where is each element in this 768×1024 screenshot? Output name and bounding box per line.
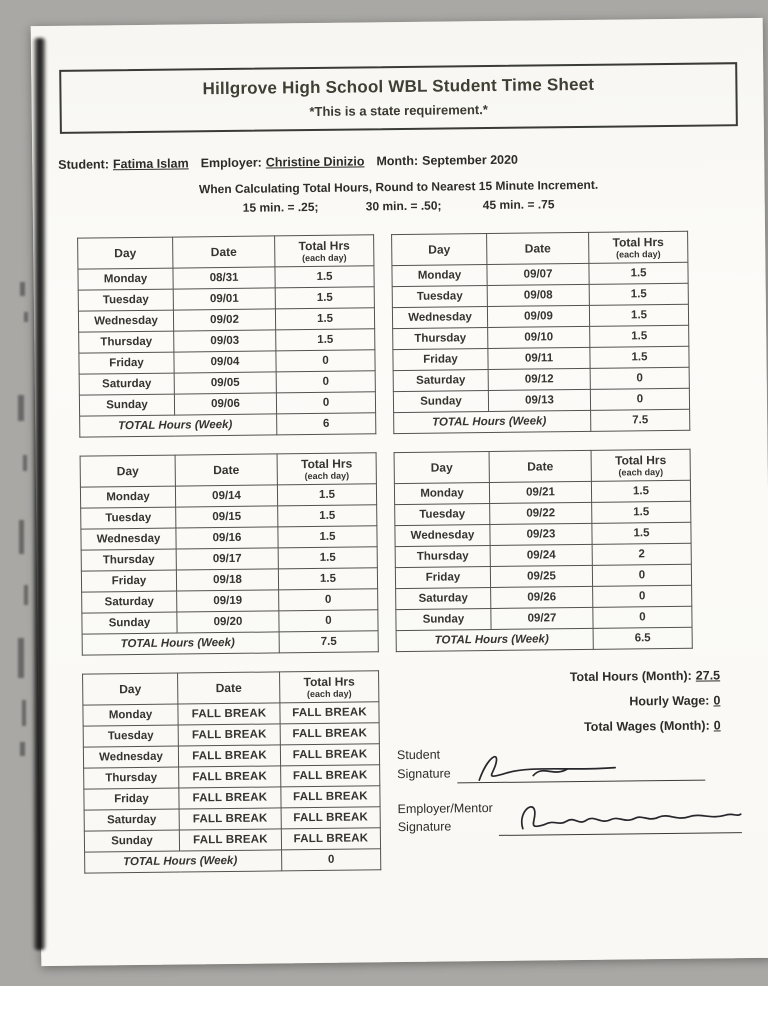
week-total-label: TOTAL Hours (Week)	[394, 410, 591, 433]
hrs-cell: 0	[276, 371, 375, 393]
date-cell: 09/13	[488, 389, 590, 411]
day-header: Day	[394, 452, 489, 484]
total-hrs-header-line1: Total Hrs	[298, 238, 350, 254]
date-cell: FALL BREAK	[179, 787, 281, 809]
day-cell: Wednesday	[81, 528, 176, 550]
day-cell: Monday	[78, 268, 173, 290]
day-cell: Sunday	[393, 391, 488, 413]
date-cell: 09/02	[173, 309, 275, 331]
total-hrs-header	[589, 231, 688, 263]
day-cell: Tuesday	[81, 507, 176, 529]
day-cell: Wednesday	[392, 307, 487, 329]
date-header: Date	[487, 232, 589, 264]
hrs-cell: 1.5	[591, 480, 690, 502]
month-summary	[430, 668, 721, 746]
hrs-cell: 1.5	[592, 501, 691, 523]
total-hrs-header-line2: (each day)	[302, 252, 347, 264]
week-total-value: 7.5	[591, 409, 690, 431]
day-cell: Monday	[392, 265, 487, 287]
total-hrs-header	[591, 449, 690, 481]
day-cell: Wednesday	[395, 525, 490, 547]
day-cell: Sunday	[396, 608, 491, 630]
signature-word: Signature	[397, 766, 451, 781]
hrs-cell: 1.5	[278, 505, 377, 527]
week-total-label: TOTAL Hours (Week)	[82, 632, 279, 655]
hrs-cell: 1.5	[589, 283, 688, 305]
hrs-cell: FALL BREAK	[281, 828, 380, 850]
hrs-cell: 1.5	[278, 568, 377, 590]
scan-artifact	[23, 455, 27, 471]
week4-table	[394, 449, 693, 652]
total-hrs-header	[275, 235, 374, 267]
month-label: Month:	[376, 153, 419, 169]
hourly-wage-value: 0	[713, 693, 721, 708]
table-header-row	[394, 449, 690, 483]
date-cell: 09/26	[491, 586, 593, 608]
week-total-label: TOTAL Hours (Week)	[80, 414, 277, 437]
week1-table	[77, 234, 376, 437]
hrs-cell: FALL BREAK	[280, 723, 379, 745]
student-name: Fatima Islam	[112, 156, 189, 172]
day-cell: Saturday	[79, 373, 174, 395]
total-hrs-header-line1: Total Hrs	[615, 453, 667, 468]
day-cell: Thursday	[395, 546, 490, 568]
hrs-cell: 1.5	[589, 262, 688, 284]
week-total-row	[85, 849, 381, 873]
day-cell: Tuesday	[78, 289, 173, 311]
total-hrs-header	[280, 671, 379, 703]
date-header: Date	[175, 454, 277, 486]
hrs-cell: FALL BREAK	[280, 744, 379, 766]
signature-block	[397, 742, 742, 853]
day-cell: Saturday	[84, 809, 179, 831]
date-cell: 09/23	[490, 523, 592, 545]
employer-name: Christine Dinizio	[265, 154, 365, 170]
employer-signature-label	[397, 798, 493, 837]
hrs-cell: 1.5	[275, 308, 374, 330]
table-header-row	[392, 231, 688, 265]
day-cell: Sunday	[84, 830, 179, 852]
date-cell: 09/18	[176, 569, 278, 591]
hrs-cell: 0	[593, 585, 692, 607]
employer-label: Employer:	[200, 155, 262, 171]
scan-artifact	[19, 520, 24, 554]
total-hrs-header-line1: Total Hrs	[303, 674, 355, 690]
day-cell: Thursday	[393, 328, 488, 350]
increment-30: 30 min. = .50;	[365, 198, 442, 214]
hrs-cell: 0	[593, 606, 692, 628]
week5-table	[82, 670, 381, 873]
student-signature-row	[397, 742, 741, 783]
day-cell: Monday	[83, 704, 178, 726]
date-cell: 09/25	[490, 565, 592, 587]
employer-mentor-word: Employer/Mentor	[397, 800, 493, 816]
date-cell: 09/03	[174, 330, 276, 352]
day-cell: Sunday	[79, 394, 174, 416]
week-total-value: 6.5	[593, 627, 692, 649]
date-cell: 09/07	[487, 263, 589, 285]
table-header-row	[80, 453, 376, 487]
employer-signature-line	[499, 797, 742, 836]
hrs-cell: 0	[276, 350, 375, 372]
date-cell: 09/01	[173, 288, 275, 310]
date-cell: 09/12	[488, 368, 590, 390]
day-cell: Friday	[81, 570, 176, 592]
week-total-value: 0	[282, 849, 381, 871]
day-cell: Friday	[79, 352, 174, 374]
hrs-cell: FALL BREAK	[280, 702, 379, 724]
day-cell: Thursday	[79, 331, 174, 353]
hrs-cell: 1.5	[278, 526, 377, 548]
hrs-cell: 0	[276, 392, 375, 414]
table-header-row	[78, 235, 374, 269]
date-cell: 09/16	[176, 527, 278, 549]
day-cell: Monday	[394, 483, 489, 505]
hourly-wage-line	[430, 693, 720, 710]
day-cell: Saturday	[82, 591, 177, 613]
date-header: Date	[489, 450, 591, 482]
date-cell: FALL BREAK	[179, 766, 281, 788]
student-signature	[470, 746, 620, 790]
hrs-cell: 1.5	[592, 522, 691, 544]
date-cell: 09/09	[487, 305, 589, 327]
day-cell: Saturday	[393, 370, 488, 392]
week3-table	[80, 452, 379, 655]
day-cell: Friday	[395, 567, 490, 589]
increment-15: 15 min. = .25;	[242, 199, 319, 215]
week-total-value: 7.5	[279, 631, 378, 653]
rounding-instruction: When Calculating Total Hours, Round to Nearest 15 Minute Increment.	[198, 177, 599, 197]
hrs-cell: 1.5	[589, 304, 688, 326]
day-cell: Sunday	[82, 612, 177, 634]
scan-artifact	[20, 282, 25, 296]
document-title: Hillgrove High School WBL Student Time Sheet	[202, 74, 595, 99]
month-value: September 2020	[422, 152, 519, 168]
hrs-cell: 1.5	[590, 346, 689, 368]
day-cell: Wednesday	[78, 310, 173, 332]
day-cell: Thursday	[81, 549, 176, 571]
day-header: Day	[78, 237, 173, 269]
date-cell: 09/06	[174, 393, 276, 415]
date-header: Date	[178, 672, 280, 704]
week-total-row	[80, 413, 376, 437]
date-cell: FALL BREAK	[178, 703, 280, 725]
hrs-cell: 2	[592, 543, 691, 565]
date-cell: 09/19	[177, 590, 279, 612]
week-total-row	[396, 627, 692, 651]
date-cell: FALL BREAK	[179, 829, 281, 851]
hrs-cell: 0	[590, 367, 689, 389]
date-cell: 09/17	[176, 548, 278, 570]
day-cell: Thursday	[84, 767, 179, 789]
total-hrs-header-line2: (each day)	[306, 688, 352, 700]
hrs-cell: 1.5	[590, 325, 689, 347]
date-cell: 09/27	[491, 607, 593, 629]
date-cell: 09/11	[488, 347, 590, 369]
student-signature-label	[397, 745, 451, 783]
day-cell: Saturday	[396, 588, 491, 610]
total-hours-month-label: Total Hours (Month):	[569, 668, 692, 685]
total-hours-month-value: 27.5	[695, 668, 721, 683]
hrs-cell: 1.5	[275, 266, 374, 288]
book-spine-shadow	[33, 38, 46, 950]
timesheet-page	[31, 18, 768, 966]
title-box	[59, 62, 738, 134]
increment-45: 45 min. = .75	[482, 197, 555, 213]
date-cell: 09/10	[488, 326, 590, 348]
total-wages-value: 0	[713, 718, 721, 733]
date-cell: 09/22	[490, 502, 592, 524]
day-header: Day	[80, 455, 175, 487]
hrs-cell: 1.5	[278, 547, 377, 569]
increment-examples	[33, 195, 765, 219]
total-hrs-header-line2: (each day)	[304, 470, 350, 482]
hrs-cell: 1.5	[276, 329, 375, 351]
date-cell: 09/24	[490, 544, 592, 566]
day-header: Day	[392, 234, 487, 266]
hrs-cell: FALL BREAK	[281, 807, 380, 829]
date-cell: FALL BREAK	[178, 745, 280, 767]
scan-artifact	[20, 742, 25, 756]
date-cell: 09/14	[175, 485, 277, 507]
scan-artifact	[24, 585, 28, 605]
week2-table	[391, 231, 690, 434]
hrs-cell: 0	[590, 388, 689, 410]
date-cell: 09/08	[487, 284, 589, 306]
date-cell: 09/21	[489, 481, 591, 503]
document-subtitle: *This is a state requirement.*	[309, 102, 488, 120]
total-hrs-header-line1: Total Hrs	[301, 456, 353, 472]
date-header: Date	[173, 236, 275, 268]
student-info-line	[58, 153, 530, 172]
hrs-cell: 0	[279, 610, 378, 632]
hrs-cell: FALL BREAK	[281, 765, 380, 787]
date-cell: 09/20	[177, 611, 279, 633]
date-cell: 09/05	[174, 372, 276, 394]
week-total-label: TOTAL Hours (Week)	[85, 850, 282, 873]
signature-word: Signature	[397, 819, 452, 835]
hrs-cell: 0	[279, 589, 378, 611]
total-hrs-header-line2: (each day)	[615, 249, 661, 260]
total-wages-line	[431, 718, 721, 735]
day-cell: Tuesday	[392, 286, 487, 308]
day-cell: Friday	[84, 788, 179, 810]
day-cell: Tuesday	[395, 504, 490, 526]
total-hrs-header-line1: Total Hrs	[612, 235, 664, 250]
week-total-value: 6	[277, 413, 376, 435]
total-wages-label: Total Wages (Month):	[583, 718, 710, 734]
student-word: Student	[396, 747, 441, 763]
day-header: Day	[83, 673, 178, 705]
week-total-row	[82, 631, 378, 655]
employer-signature-row	[397, 796, 741, 837]
table-header-row	[83, 671, 379, 705]
hrs-cell: 1.5	[275, 287, 374, 309]
scan-artifact	[18, 638, 24, 678]
week-total-label: TOTAL Hours (Week)	[396, 628, 593, 651]
day-cell: Monday	[80, 486, 175, 508]
total-hrs-header-line2: (each day)	[618, 467, 664, 478]
day-cell: Tuesday	[83, 725, 178, 747]
scan-artifact	[24, 312, 28, 322]
hrs-cell: FALL BREAK	[281, 786, 380, 808]
scan-artifact	[22, 700, 26, 726]
total-hrs-header	[277, 453, 376, 485]
employer-signature	[513, 796, 743, 843]
total-hours-month-line	[430, 668, 720, 685]
week-total-row	[394, 409, 690, 433]
date-cell: 09/15	[176, 506, 278, 528]
hrs-cell: 0	[592, 564, 691, 586]
date-cell: 09/04	[174, 351, 276, 373]
hrs-cell: 1.5	[277, 484, 376, 506]
date-cell: FALL BREAK	[179, 808, 281, 830]
scan-artifact	[18, 395, 24, 421]
date-cell: FALL BREAK	[178, 724, 280, 746]
day-cell: Wednesday	[83, 746, 178, 768]
date-cell: 08/31	[173, 267, 275, 289]
day-cell: Friday	[393, 349, 488, 371]
hourly-wage-label: Hourly Wage:	[629, 693, 710, 709]
student-signature-line	[456, 744, 705, 783]
student-label: Student:	[58, 157, 110, 172]
